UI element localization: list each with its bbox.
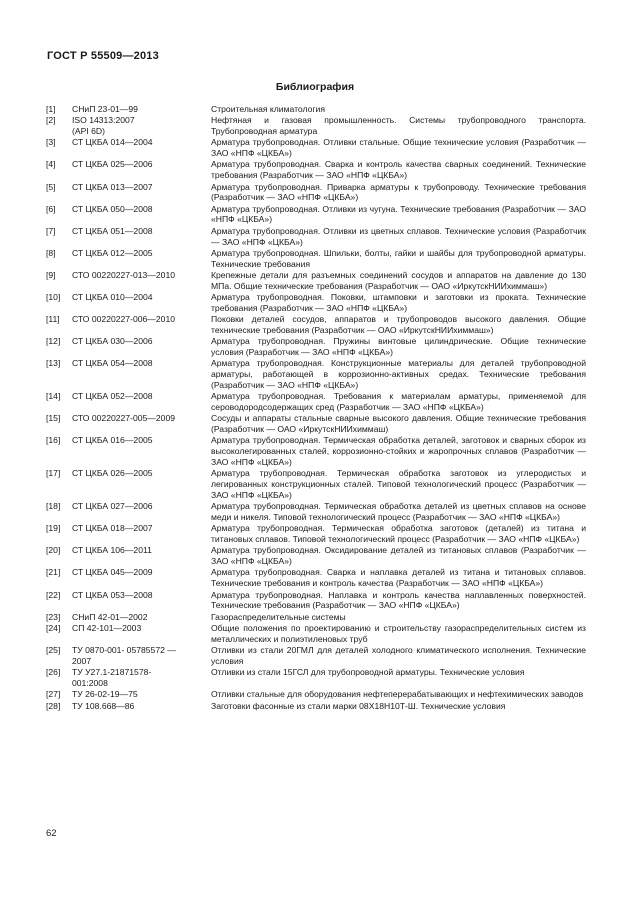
entry-number: [11] <box>46 314 60 325</box>
bibliography-list <box>46 104 586 712</box>
entry-title: Арматура трубопроводная. Термическая обработка заготовок (деталей) из титана и титановых сплавов. Типовой технологический процесс (Разработчик — ЗАО «НПФ «ЦКБА») <box>211 523 586 545</box>
entry-title: Крепежные детали для разъемных соединений сосудов и аппаратов на давление до 130 МПа. Общие технические требования (Разработчик — ОАО «ИркутскНИИхиммаш») <box>211 269 586 291</box>
entry-code <box>72 270 211 292</box>
entry-code <box>72 689 211 700</box>
entry-code-line: СП 42-101—2003 <box>72 622 142 633</box>
bibliography-entry <box>46 137 586 159</box>
entry-title: Арматура трубопроводная. Пружины винтовые цилиндрические. Общие технические условия (Разработчик — ЗАО «НПФ «ЦКБА») <box>211 336 586 358</box>
entry-code-line: СТ ЦКБА 053—2008 <box>72 589 153 600</box>
bibliography-entry <box>46 501 586 523</box>
entry-code-line: СТ ЦКБА 030—2006 <box>72 336 153 347</box>
entry-code <box>72 667 211 689</box>
entry-code-line: 001:2008 <box>72 677 108 688</box>
entry-code-line: СТО 00220227-005—2009 <box>72 413 176 424</box>
entry-number: [13] <box>46 358 61 369</box>
bibliography-entry <box>46 667 586 689</box>
entry-number: [8] <box>46 247 56 258</box>
entry-code-line: СТ ЦКБА 052—2008 <box>72 391 153 402</box>
entry-code-line: СТ ЦКБА 012—2005 <box>72 247 153 258</box>
page-number: 62 <box>46 828 57 839</box>
entry-title: Строительная климатология <box>211 104 325 114</box>
entry-code <box>72 645 211 667</box>
entry-number: [21] <box>46 567 61 578</box>
bibliography-entry <box>46 435 586 467</box>
entry-number: [1] <box>46 104 56 114</box>
entry-title: Поковки деталей сосудов, аппаратов и трубопроводов высокого давления. Общие технические требования (Разработчик — ОАО «ИркутскНИИхиммаш») <box>211 314 586 335</box>
entry-number: [26] <box>46 667 61 678</box>
entry-title: Заготовки фасонные из стали марки 08Х18Н10Т-Ш. Технические условия <box>211 700 506 711</box>
entry-code-line: СТ ЦКБА 016—2005 <box>72 435 153 446</box>
entry-code <box>72 104 211 115</box>
bibliography-entry <box>46 545 586 567</box>
entry-code <box>72 248 211 270</box>
entry-number: [27] <box>46 689 61 700</box>
entry-number: [20] <box>46 545 61 556</box>
entry-title: Арматура трубопроводная. Термическая обработка заготовок из углеродистых и легированных конструкционных сталей. Типовой технологический процесс (Разработчик — ЗАО «НПФ «ЦКБА») <box>211 468 586 500</box>
entry-code-line: СТ ЦКБА 014—2004 <box>72 137 153 148</box>
entry-code-line: СТ ЦКБА 027—2006 <box>72 501 153 512</box>
entry-title: Арматура трубопроводная. Конструкционные материалы для деталей трубопроводной арматуры, работающей в коррозионно-активных средах. Технические требования (Разработчик — ЗАО «НПФ «ЦКБА») <box>211 358 586 390</box>
entry-number: [3] <box>46 137 56 148</box>
entry-number: [7] <box>46 225 56 236</box>
entry-code <box>72 545 211 567</box>
entry-number: [28] <box>46 700 61 711</box>
entry-number: [18] <box>46 501 61 512</box>
page-title: Библиография <box>275 81 355 93</box>
entry-code-line: СНиП 23-01—99 <box>72 104 138 114</box>
entry-code-line: ISO 14313:2007 <box>72 115 135 126</box>
entry-code-line: СТ ЦКБА 045—2009 <box>72 567 153 578</box>
entry-code-line: СТО 00220227-006—2010 <box>72 314 176 325</box>
entry-number: [2] <box>46 115 56 126</box>
entry-number: [22] <box>46 589 61 600</box>
entry-title: Газораспределительные системы <box>211 611 346 622</box>
entry-code <box>72 413 211 435</box>
bibliography-entry <box>46 314 586 336</box>
bibliography-entry <box>46 701 586 712</box>
entry-number: [25] <box>46 645 61 656</box>
entry-code-line: СНиП 42-01—2002 <box>72 611 148 622</box>
entry-number: [17] <box>46 468 61 479</box>
entry-title: Арматура трубопроводная. Отливки стальные. Общие технические условия (Разработчик — ЗАО «НПФ «ЦКБА») <box>211 137 586 159</box>
bibliography-entry <box>46 336 586 358</box>
entry-title: Сосуды и аппараты стальные сварные высокого давления. Общие технические требования (Разработчик — ОАО «ИркутскНИИхиммаш) <box>211 413 586 435</box>
entry-code-line: 2007 <box>72 655 92 666</box>
entry-number: [16] <box>46 435 61 446</box>
entry-title: Арматура трубопроводная. Оксидирование деталей из титановых сплавов (Разработчик — ЗАО «НПФ «ЦКБА») <box>211 545 586 567</box>
entry-title: Арматура трубопроводная. Требования к материалам арматуры, применяемой для сероводородсодержащих сред (Разработчик — ЗАО «НПФ «ЦКБА») <box>211 391 586 413</box>
bibliography-entry <box>46 645 586 667</box>
entry-title: Арматура трубопроводная. Термическая обработка деталей, заготовок и сварных сборок из высоколегированных сталей, коррозионно-стойких и жаропрочных сплавов (Разработчик — ЗАО «НПФ «ЦКБА») <box>211 435 586 467</box>
entry-title: Арматура трубопроводная. Шпильки, болты, гайки и шайбы для трубопроводной арматуры. Технические требования <box>211 247 586 269</box>
entry-code-line: СТО 00220227-013—2010 <box>72 269 176 280</box>
entry-code-line: СТ ЦКБА 026—2005 <box>72 468 153 479</box>
entry-code-line: СТ ЦКБА 010—2004 <box>72 292 153 303</box>
bibliography-entry <box>46 248 586 270</box>
bibliography-entry <box>46 159 586 181</box>
document-header: ГОСТ Р 55509—2013 <box>47 50 159 62</box>
entry-code <box>72 358 211 390</box>
entry-title: Арматура трубопроводная. Поковки, штамповки и заготовки из проката. Технические требования (Разработчик — ЗАО «НПФ «ЦКБА») <box>211 292 586 313</box>
entry-number: [19] <box>46 523 61 534</box>
bibliography-entry <box>46 391 586 413</box>
entry-code <box>72 159 211 181</box>
bibliography-entry <box>46 689 586 700</box>
entry-code <box>72 226 211 248</box>
entry-title: Арматура трубопроводная. Отливки из чугуна. Технические требования (Разработчик — ЗАО «НПФ «ЦКБА») <box>211 203 586 225</box>
entry-code <box>72 567 211 589</box>
entry-code-line: ТУ 0870-001- 05785572 — <box>72 645 176 656</box>
entry-number: [23] <box>46 611 61 622</box>
entry-title: Арматура трубопроводная. Наплавка и контроль качества наплавленных поверхностей. Технические требования (Разработчик — ЗАО «НПФ «ЦКБА») <box>211 589 586 611</box>
entry-title: Арматура трубопроводная. Сварка и наплавка деталей из титана и титановых сплавов. Технические требования и контроль качества (Разработчик — ЗАО «НПФ «ЦКБА») <box>211 567 586 589</box>
entry-title: Арматура трубопроводная. Отливки из цветных сплавов. Технические условия (Разработчик — ЗАО «НПФ «ЦКБА») <box>211 225 586 247</box>
entry-title: Арматура трубопроводная. Сварка и контроль качества сварных соединений. Технические требования (Разработчик — ЗАО «НПФ «ЦКБА») <box>211 159 586 181</box>
entry-code-line: СТ ЦКБА 013—2007 <box>72 181 153 192</box>
entry-number: [4] <box>46 159 56 170</box>
bibliography-entry <box>46 270 586 292</box>
entry-number: [15] <box>46 413 61 424</box>
entry-number: [10] <box>46 292 61 303</box>
bibliography-entry <box>46 358 586 390</box>
entry-code <box>72 336 211 358</box>
entry-number: [24] <box>46 622 61 633</box>
entry-title: Нефтяная и газовая промышленность. Системы трубопроводного транспорта. Трубопроводная арматура <box>211 115 586 137</box>
entry-title: Общие положения по проектированию и строительству газораспределительных систем из металлических и полиэтиленовых труб <box>211 622 586 644</box>
entry-code <box>72 391 211 413</box>
entry-code <box>72 523 211 545</box>
bibliography-entry <box>46 612 586 623</box>
entry-code-line: СТ ЦКБА 025—2006 <box>72 159 153 170</box>
entry-code <box>72 612 211 623</box>
bibliography-entry <box>46 292 586 314</box>
entry-code-line: СТ ЦКБА 051—2008 <box>72 225 153 236</box>
entry-code-line: ТУ 26-02-19—75 <box>72 689 138 700</box>
bibliography-entry <box>46 104 586 115</box>
entry-code <box>72 468 211 500</box>
entry-title: Отливки из стали 15ГСЛ для трубопроводной арматуры. Технические условия <box>211 667 525 678</box>
entry-code-line: СТ ЦКБА 106—2011 <box>72 545 152 556</box>
entry-title: Арматура трубопроводная. Приварка арматуры к трубопроводу. Технические требования (Разработчик — ЗАО «НПФ «ЦКБА») <box>211 181 586 203</box>
bibliography-entry <box>46 413 586 435</box>
bibliography-entry <box>46 204 586 226</box>
entry-title: Арматура трубопроводная. Термическая обработка деталей из цветных сплавов на основе меди и никеля. Типовой технологический процесс (Разработчик — ЗАО «НПФ «ЦКБА») <box>211 501 586 522</box>
entry-code-line: СТ ЦКБА 018—2007 <box>72 523 153 534</box>
entry-title: Отливки из стали 20ГМЛ для деталей холодного климатического исполнения. Технические условия <box>211 645 586 666</box>
bibliography-entry <box>46 182 586 204</box>
entry-title: Отливки стальные для оборудования нефтеперерабатывающих и нефтехимических заводов <box>211 689 584 700</box>
entry-code <box>72 182 211 204</box>
entry-code <box>72 204 211 226</box>
entry-number: [6] <box>46 203 56 214</box>
bibliography-entry <box>46 623 586 645</box>
entry-code <box>72 590 211 612</box>
entry-code <box>72 623 211 645</box>
entry-number: [14] <box>46 391 61 402</box>
entry-number: [5] <box>46 181 56 192</box>
entry-code <box>72 435 211 467</box>
entry-code <box>72 292 211 314</box>
entry-code-line: ТУ У27.1-21871578- <box>72 667 152 678</box>
entry-code <box>72 501 211 523</box>
entry-code-line: СТ ЦКБА 054—2008 <box>72 358 153 369</box>
entry-number: [12] <box>46 336 61 347</box>
entry-code-line: (API 6D) <box>72 126 105 137</box>
bibliography-entry <box>46 115 586 137</box>
bibliography-entry <box>46 590 586 612</box>
bibliography-entry <box>46 523 586 545</box>
bibliography-entry <box>46 226 586 248</box>
entry-code <box>72 115 211 137</box>
bibliography-entry <box>46 468 586 500</box>
entry-code <box>72 314 211 336</box>
entry-code <box>72 137 211 159</box>
entry-number: [9] <box>46 269 56 280</box>
entry-code <box>72 701 211 712</box>
entry-code-line: СТ ЦКБА 050—2008 <box>72 203 153 214</box>
bibliography-entry <box>46 567 586 589</box>
entry-code-line: ТУ 108.668—86 <box>72 700 135 711</box>
